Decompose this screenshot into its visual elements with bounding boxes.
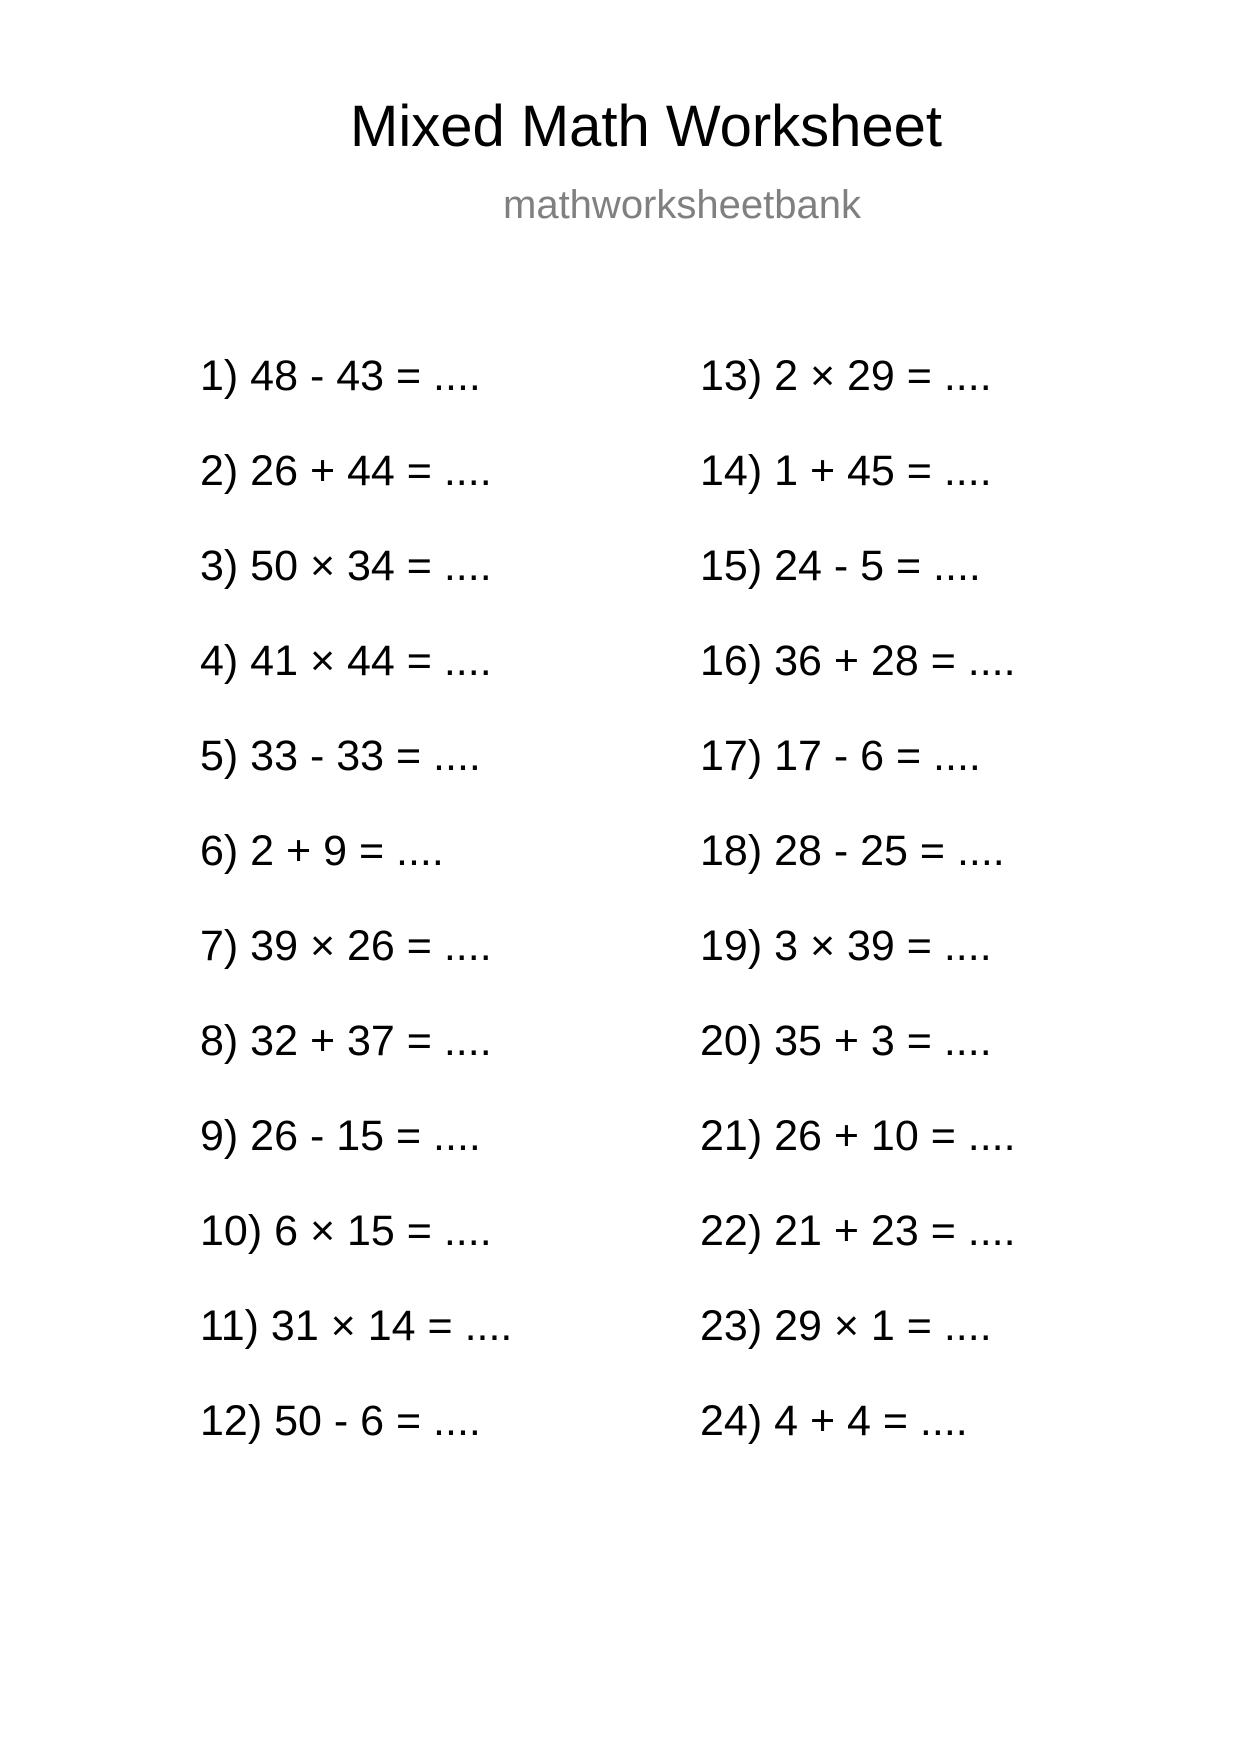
problem-item: 13) 2 × 29 = .... xyxy=(700,352,992,400)
worksheet-source: mathworksheetbank xyxy=(503,183,861,227)
problem-item: 14) 1 + 45 = .... xyxy=(700,447,992,495)
problem-item: 12) 50 - 6 = .... xyxy=(200,1397,481,1445)
problem-item: 8) 32 + 37 = .... xyxy=(200,1017,492,1065)
problem-item: 18) 28 - 25 = .... xyxy=(700,827,1005,875)
problem-item: 23) 29 × 1 = .... xyxy=(700,1302,992,1350)
problem-item: 19) 3 × 39 = .... xyxy=(700,922,992,970)
problem-column-left xyxy=(200,352,513,1495)
problem-item: 4) 41 × 44 = .... xyxy=(200,637,492,685)
problem-item: 24) 4 + 4 = .... xyxy=(700,1397,968,1445)
problem-column-right xyxy=(700,352,1016,1495)
problem-item: 9) 26 - 15 = .... xyxy=(200,1112,481,1160)
problem-item: 15) 24 - 5 = .... xyxy=(700,542,981,590)
problem-item: 2) 26 + 44 = .... xyxy=(200,447,492,495)
problem-item: 17) 17 - 6 = .... xyxy=(700,732,981,780)
problem-item: 10) 6 × 15 = .... xyxy=(200,1207,492,1255)
problem-item: 3) 50 × 34 = .... xyxy=(200,542,492,590)
problem-item: 5) 33 - 33 = .... xyxy=(200,732,481,780)
problem-item: 1) 48 - 43 = .... xyxy=(200,352,481,400)
problem-item: 22) 21 + 23 = .... xyxy=(700,1207,1016,1255)
problem-item: 7) 39 × 26 = .... xyxy=(200,922,492,970)
worksheet-title: Mixed Math Worksheet xyxy=(350,94,943,159)
problem-item: 16) 36 + 28 = .... xyxy=(700,637,1016,685)
problem-item: 21) 26 + 10 = .... xyxy=(700,1112,1016,1160)
problem-item: 11) 31 × 14 = .... xyxy=(200,1302,513,1350)
problem-item: 20) 35 + 3 = .... xyxy=(700,1017,992,1065)
problem-item: 6) 2 + 9 = .... xyxy=(200,827,444,875)
